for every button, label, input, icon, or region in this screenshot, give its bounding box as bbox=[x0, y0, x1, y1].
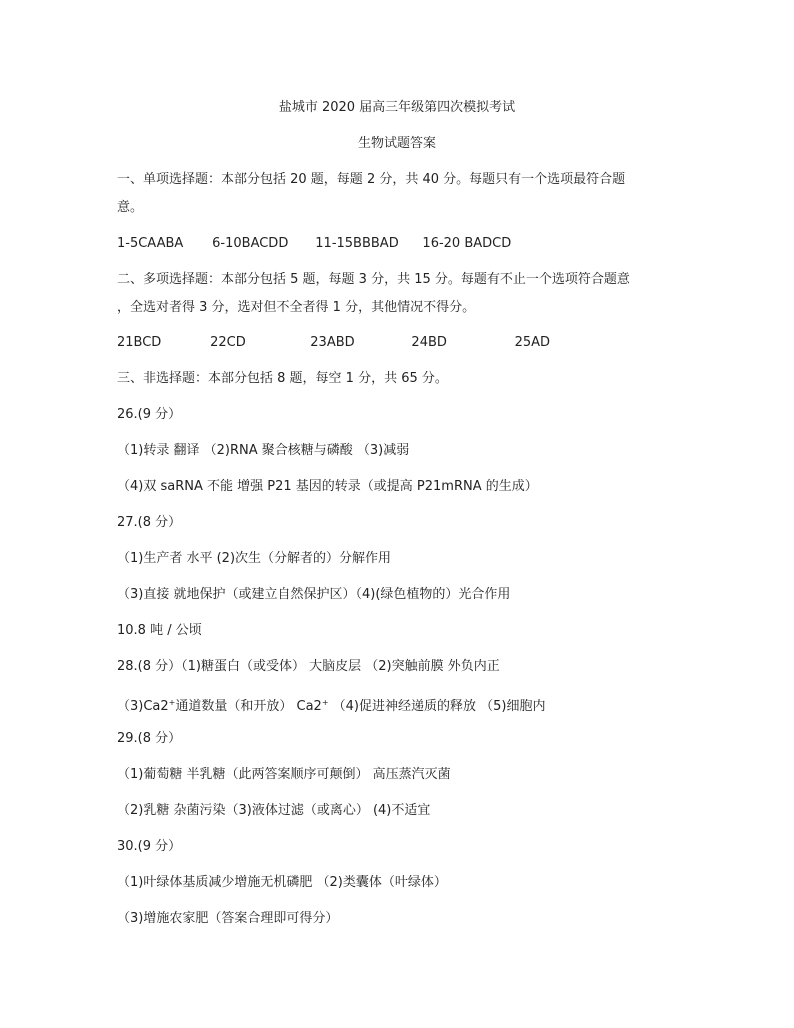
answer-group-3: 11-15BBBAD bbox=[315, 236, 399, 251]
q27-heading: 27.(8 分） bbox=[117, 515, 182, 530]
answer-21: 21BCD bbox=[117, 335, 162, 350]
document-subtitle: 生物试题答案 bbox=[357, 136, 436, 151]
document-title: 盐城市 2020 届高三年级第四次模拟考试 bbox=[278, 100, 516, 115]
section1-heading: 一、单项选择题：本部分包括 20 题，每题 2 分，共 40 分。每题只有一个选项最符合题 bbox=[117, 172, 626, 187]
section1-heading-cont: 意。 bbox=[117, 200, 144, 215]
answer-group-4: 16-20 BADCD bbox=[422, 236, 512, 251]
section2-answers bbox=[117, 334, 550, 352]
section2-heading: 二、多项选择题：本部分包括 5 题，每题 3 分，共 15 分。每题有不止一个选项符合题意 bbox=[117, 272, 630, 287]
answer-group-2: 6-10BACDD bbox=[212, 236, 289, 251]
q28-part-c: （4)促进神经递质的释放 （5)细胞内 bbox=[328, 699, 546, 714]
q26-line-1: （1)转录 翻译 （2)RNA 聚合核糖与磷酸 （3)减弱 bbox=[117, 443, 410, 458]
q28-line-2 bbox=[117, 694, 545, 716]
section1-answers bbox=[117, 235, 511, 253]
q28-part-b: 通道数量（和开放） Ca2 bbox=[175, 699, 322, 714]
q29-line-2: （2)乳糖 杂菌污染（3)液体过滤（或离心） (4)不适宜 bbox=[117, 803, 431, 818]
answer-24: 24BD bbox=[411, 335, 447, 350]
q26-line-2: （4)双 saRNA 不能 增强 P21 基因的转录（或提高 P21mRNA 的生成） bbox=[117, 479, 538, 494]
section2-heading-cont: ，全选对者得 3 分，选对但不全者得 1 分，其他情况不得分。 bbox=[117, 300, 476, 315]
q27-line-2: （3)直接 就地保护（或建立自然保护区）（4)(绿色植物的）光合作用 bbox=[117, 587, 511, 602]
q30-heading: 30.(9 分） bbox=[117, 839, 182, 854]
q26-heading: 26.(9 分） bbox=[117, 407, 182, 422]
q30-line-2: （3)增施农家肥（答案合理即可得分） bbox=[117, 911, 339, 926]
answer-23: 23ABD bbox=[310, 335, 355, 350]
q28-part-a: （3)Ca2 bbox=[117, 699, 169, 714]
q28-heading: 28.(8 分）（1)糖蛋白（或受体） 大脑皮层 （2)突触前膜 外负内正 bbox=[117, 659, 500, 674]
answer-25: 25AD bbox=[514, 335, 551, 350]
answer-22: 22CD bbox=[210, 335, 246, 350]
q29-heading: 29.(8 分） bbox=[117, 731, 182, 746]
q27-line-1: （1)生产者 水平 (2)次生（分解者的）分解作用 bbox=[117, 551, 392, 566]
section3-heading: 三、非选择题：本部分包括 8 题，每空 1 分，共 65 分。 bbox=[117, 371, 448, 386]
q28-superscript-1: + bbox=[168, 698, 176, 707]
q30-line-1: （1)叶绿体基质减少增施无机磷肥 （2)类囊体（叶绿体） bbox=[117, 875, 447, 890]
q29-line-1: （1)葡萄糖 半乳糖（此两答案顺序可颠倒） 高压蒸汽灭菌 bbox=[117, 767, 451, 782]
answer-group-1: 1-5CAABA bbox=[117, 236, 184, 251]
q27-line-3: 10.8 吨 / 公顷 bbox=[117, 623, 202, 638]
q28-superscript-2: + bbox=[321, 698, 329, 707]
